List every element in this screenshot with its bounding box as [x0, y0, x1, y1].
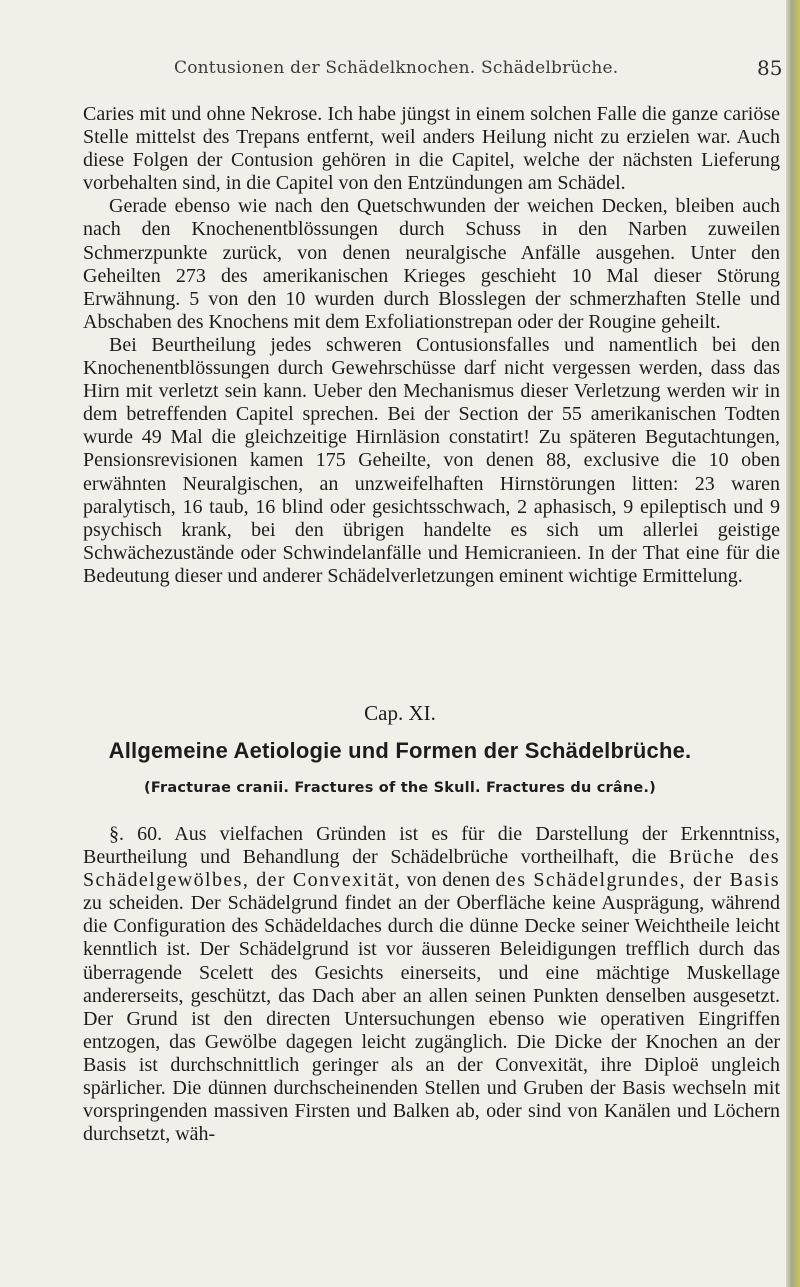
- page-number: 85: [757, 56, 783, 80]
- body-text-top: [83, 103, 780, 588]
- paragraph: Bei Beurtheilung jedes schweren Contusionsfalles und namentlich bei den Knochenentblössungen durch Gewehrschüsse darf nicht vergessen werden, dass das Hirn mit verletzt sein kann. Ueber den Mechanismus dieser Verletzung werden wir in dem betreffenden Capitel sprechen. Bei der Section der 55 amerikanischen Todten wurde 49 Mal die gleichzeitige Hirnläsion constatirt! Zu späteren Begutachtungen, Pensionsrevisionen kamen 175 Geheilte, von denen 88, exclusive die 10 oben erwähnten Neuralgischen, an unzweifelhaften Hirnstörungen litten: 23 waren paralytisch, 16 taub, 16 blind oder gesichtsschwach, 2 aphasisch, 9 epileptisch und 9 psychisch krank, bei den übrigen handelte es sich um allerlei geistige Schwächezustände oder Schwindelanfälle und Hemicranieen. In der That eine für die Bedeutung dieser und anderer Schädelverletzungen eminent wichtige Ermittelung.: [83, 333, 780, 587]
- section-paragraph: [83, 823, 780, 1146]
- paragraph: Gerade ebenso wie nach den Quetschwunden der weichen Decken, bleiben auch nach den Knochenentblössungen durch Schuss in den Narben zuweilen Schmerzpunkte zurück, von denen neuralgische Anfälle ausgehen. Unter den Geheilten 273 des amerikanischen Krieges geschieht 10 Mal dieser Störung Erwähnung. 5 von den 10 wurden durch Blosslegen der schmerzhaften Stelle und Abschaben des Knochens mit dem Exfoliationstrepan oder der Rougine geheilt.: [83, 195, 780, 333]
- paragraph: Caries mit und ohne Nekrose. Ich habe jüngst in einem solchen Falle die ganze cariöse Stelle mittelst des Trepans entfernt, weil anders Heilung nicht zu erzielen war. Auch diese Folgen der Contusion gehören in die Capitel, welche der nächsten Lieferung vorbehalten sind, in die Capitel von den Entzündungen am Schädel.: [83, 103, 780, 195]
- text-run: zu scheiden. Der Schädelgrund findet an der Oberfläche keine Ausprägung, während die Configuration des Schädeldaches durch die dünne Decke seiner Weichtheile leicht kenntlich ist. Der Schädelgrund ist vor äusseren Beleidigungen trefflich durch das überragende Scelett des Gesichts einerseits, und eine mächtige Muskellage andererseits, geschützt, das Dach aber an allen seinen Punkten denselben ausgesetzt. Der Grund ist den directen Untersuchungen ebenso wie operativen Eingriffen entzogen, das Gewölbe dagegen leicht zugänglich. Die Dicke der Knochen an der Basis ist durchschnittlich geringer als an der Convexität, ihre Diploë ungleich spärlicher. Die dünnen durchscheinenden Stellen und Gruben der Basis wechseln mit vorspringenden massiven Firsten und Balken ab, oder sind von Kanälen und Löchern durchsetzt, wäh-: [83, 892, 780, 1146]
- body-text-bottom: [83, 823, 780, 1146]
- running-head: Contusionen der Schädelknochen. Schädelbrüche.: [174, 58, 619, 78]
- chapter-number: Cap. XI.: [364, 701, 436, 725]
- chapter-subtitle: (Fracturae cranii. Fractures of the Skull. Fractures du crâne.): [144, 780, 656, 796]
- emphasized-text: des Schädelgrundes, der Basis: [495, 869, 780, 892]
- emphasized-text: Brüche des Schädelgewölbes, der Convexität,: [83, 846, 780, 892]
- page-header: [0, 58, 800, 86]
- page-edge: [786, 0, 800, 1287]
- text-run: von denen: [401, 869, 496, 892]
- chapter-title: Allgemeine Aetiologie und Formen der Schädelbrüche.: [108, 738, 692, 763]
- text-run: §. 60. Aus vielfachen Gründen ist es für die Darstellung der Erkenntniss, Beurtheilung und Behandlung der Schädelbrüche vortheilhaft, die: [83, 823, 780, 869]
